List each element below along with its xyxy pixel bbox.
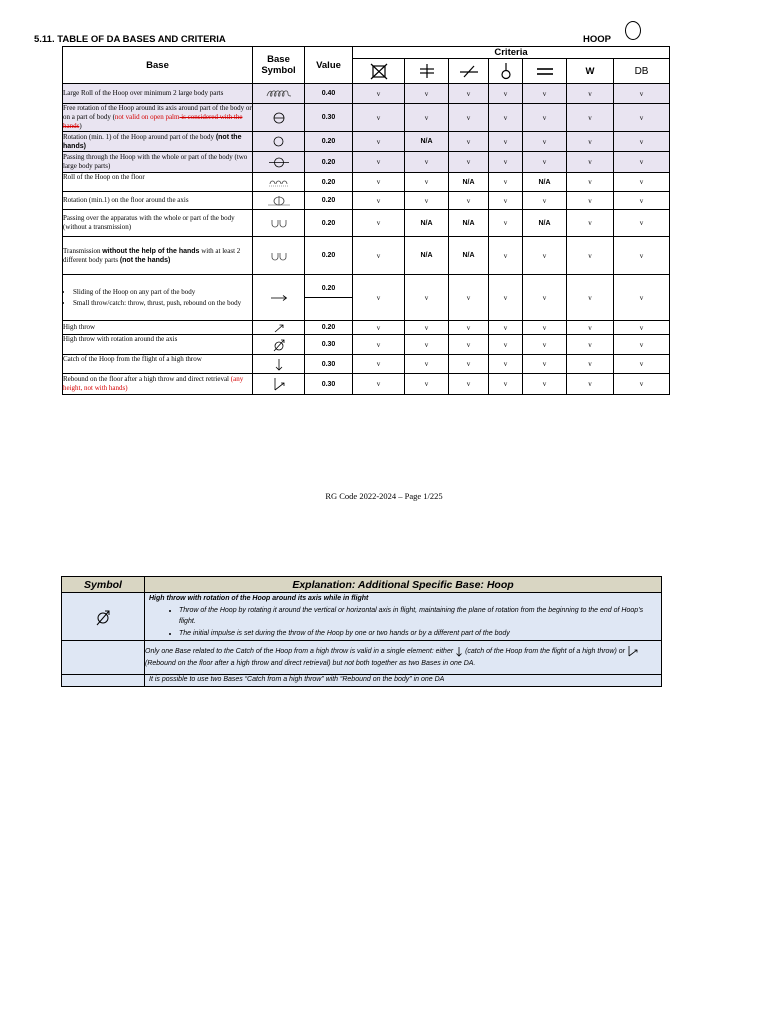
criteria-cell: v <box>405 173 449 192</box>
base-cell <box>63 275 253 321</box>
expl-header-symbol: Symbol <box>62 577 145 593</box>
criteria-cell: v <box>489 210 523 237</box>
high-throw-icon <box>253 321 305 335</box>
criteria-cell: v <box>489 355 523 374</box>
expl-cell <box>145 593 662 641</box>
criteria-cell: v <box>353 355 405 374</box>
throw-rotation-icon <box>62 593 145 641</box>
criteria-cell: v <box>489 275 523 321</box>
col-header-criteria: Criteria <box>353 47 670 59</box>
base-cell: Passing over the apparatus with the whole or part of the body (without a transmission) <box>63 210 253 237</box>
criteria-cell: v <box>523 374 567 395</box>
base-cell: Rotation (min.1) on the floor around the axis <box>63 192 253 210</box>
note-text: (Rebound on the floor after a high throw and direct retrieval) but not both together as two Bases in one DA. <box>145 659 476 667</box>
criteria-cell: v <box>523 104 567 132</box>
criteria-cell: v <box>523 355 567 374</box>
criteria-cell: v <box>405 275 449 321</box>
passing-through-icon <box>253 152 305 173</box>
value-cell: 0.20 <box>305 237 353 275</box>
sliding-arrow-icon <box>253 275 305 321</box>
criteria-cell: N/A <box>405 132 449 152</box>
rotation-icon <box>253 132 305 152</box>
criteria-cell: v <box>405 84 449 104</box>
base-red-text: (any height, not with hands) <box>63 375 244 392</box>
explanation-table <box>61 576 662 687</box>
criteria-cell: v <box>449 132 489 152</box>
criteria-cell: v <box>614 275 670 321</box>
criteria-cell: v <box>489 152 523 173</box>
table-row <box>63 335 670 355</box>
criteria-cell: v <box>567 321 614 335</box>
criteria-cell: N/A <box>523 210 567 237</box>
criteria-cell: v <box>614 152 670 173</box>
criteria-cell: v <box>353 210 405 237</box>
criteria-cell: v <box>614 192 670 210</box>
value-cell: 0.30 <box>305 374 353 395</box>
base-cell: Passing through the Hoop with the whole or part of the body (two large body parts) <box>63 152 253 173</box>
free-rotation-icon <box>253 104 305 132</box>
criteria-cell: v <box>567 104 614 132</box>
floor-roll-icon <box>253 173 305 192</box>
criteria-cell: v <box>567 237 614 275</box>
criteria-cell: v <box>614 104 670 132</box>
expl-note-cell <box>145 641 662 675</box>
value-cell: 0.20 <box>305 321 353 335</box>
criteria-cell: v <box>449 152 489 173</box>
table-row <box>63 84 670 104</box>
criteria-cell: N/A <box>449 210 489 237</box>
criteria-cell: v <box>523 84 567 104</box>
base-cell: Large Roll of the Hoop over minimum 2 large body parts <box>63 84 253 104</box>
base-strike-text: is considered with the hands <box>63 113 243 130</box>
criteria-cell: v <box>489 237 523 275</box>
criteria-cell: v <box>449 192 489 210</box>
criteria-cell: N/A <box>449 237 489 275</box>
base-cell <box>63 237 253 275</box>
rebound-icon <box>253 374 305 395</box>
criteria-cell: N/A <box>523 173 567 192</box>
criteria-cell: v <box>567 84 614 104</box>
criteria-cell: v <box>449 374 489 395</box>
floor-rotation-icon <box>253 192 305 210</box>
base-cell <box>63 104 253 132</box>
base-text: with at least 2 different body parts <box>63 246 241 264</box>
criteria-cell: v <box>489 84 523 104</box>
da-bases-table <box>62 46 670 395</box>
criteria-cell: v <box>353 152 405 173</box>
criteria-cell: v <box>353 321 405 335</box>
value-cell: 0.20 <box>305 192 353 210</box>
base-cell <box>63 374 253 395</box>
base-text-end: ) <box>79 122 82 130</box>
value-cell: 0.20 <box>305 132 353 152</box>
criteria-cell: v <box>353 173 405 192</box>
criteria-cell: v <box>353 237 405 275</box>
page-footer: RG Code 2022-2024 – Page 1/225 <box>325 491 443 501</box>
table-row <box>63 237 670 275</box>
criteria-cell: v <box>614 374 670 395</box>
criteria-cell: v <box>489 173 523 192</box>
criteria-cell: v <box>353 84 405 104</box>
expl-note2-cell: It is possible to use two Bases “Catch from a high throw” with “Rebound on the body” in one DA <box>145 675 662 687</box>
list-item: • The initial impulse is set during the throw of the Hoop by one or two hands or by a different part of the body <box>179 628 657 639</box>
slash-line-icon <box>449 59 489 84</box>
value-cell: 0.20 <box>305 275 353 298</box>
expl-header-title: Explanation: Additional Specific Base: Hoop <box>145 577 662 593</box>
value-cell: 0.30 <box>305 335 353 355</box>
page-title: 5.11. TABLE OF DA BASES AND CRITERIA <box>34 34 226 45</box>
base-text: Rebound on the floor after a high throw and direct retrieval <box>63 375 231 383</box>
criteria-cell: N/A <box>449 173 489 192</box>
criteria-cell: v <box>523 335 567 355</box>
base-cell <box>63 132 253 152</box>
criteria-cell: v <box>523 152 567 173</box>
criteria-cell: v <box>523 192 567 210</box>
criteria-cell: v <box>405 192 449 210</box>
base-cell: High throw <box>63 321 253 335</box>
criteria-cell: v <box>523 275 567 321</box>
crossed-box-icon <box>353 59 405 84</box>
value-cell: 0.40 <box>305 84 353 104</box>
base-text: Rotation (min. 1) of the Hoop around part of the body <box>63 132 216 141</box>
criteria-cell: v <box>523 132 567 152</box>
double-line-icon <box>523 59 567 84</box>
criteria-cell: v <box>614 132 670 152</box>
large-roll-icon <box>253 84 305 104</box>
criteria-cell: v <box>449 335 489 355</box>
base-text: Free rotation of the Hoop around its axis around part of the body or on a part of body ( <box>63 104 252 121</box>
criteria-cell: v <box>567 355 614 374</box>
catch-arrow-icon <box>455 646 463 657</box>
criteria-cell: v <box>614 210 670 237</box>
passing-over-icon <box>253 210 305 237</box>
value-cell: 0.30 <box>305 104 353 132</box>
criteria-cell: v <box>489 132 523 152</box>
base-bold-text: (not the hands) <box>119 256 171 264</box>
criteria-cell: v <box>449 104 489 132</box>
double-cross-icon <box>405 59 449 84</box>
criteria-cell: v <box>567 210 614 237</box>
table-row <box>63 173 670 192</box>
list-item: • Sliding of the Hoop on any part of the body <box>73 288 252 297</box>
criteria-cell: v <box>567 275 614 321</box>
value-cell-empty <box>305 298 353 321</box>
hoop-pendant-icon <box>489 59 523 84</box>
criteria-cell: v <box>523 237 567 275</box>
base-cell: Catch of the Hoop from the flight of a high throw <box>63 355 253 374</box>
col-header-symbol: Base Symbol <box>253 47 305 84</box>
criteria-cell: N/A <box>405 210 449 237</box>
criteria-cell: v <box>489 374 523 395</box>
transmission-icon <box>253 237 305 275</box>
criteria-cell: v <box>405 355 449 374</box>
criteria-cell: v <box>567 152 614 173</box>
criteria-cell: v <box>449 355 489 374</box>
base-cell: High throw with rotation around the axis <box>63 335 253 355</box>
criteria-cell: v <box>405 104 449 132</box>
table-row <box>63 104 670 132</box>
criteria-cell: v <box>353 132 405 152</box>
criteria-cell: v <box>567 192 614 210</box>
value-cell: 0.20 <box>305 152 353 173</box>
base-text: Transmission <box>63 246 103 255</box>
value-cell: 0.30 <box>305 355 353 374</box>
value-cell: 0.20 <box>305 173 353 192</box>
criteria-cell: v <box>489 192 523 210</box>
col-header-value: Value <box>305 47 353 84</box>
apparatus-label: HOOP <box>583 34 611 45</box>
criteria-cell: v <box>567 132 614 152</box>
criteria-cell: v <box>614 237 670 275</box>
base-bold-text: (not the hands) <box>63 133 242 150</box>
criteria-cell: v <box>567 173 614 192</box>
criteria-cell: v <box>353 335 405 355</box>
table-row <box>63 374 670 395</box>
list-item: • Small throw/catch: throw, thrust, push, rebound on the body <box>73 299 252 308</box>
criteria-cell: v <box>489 321 523 335</box>
criteria-cell: v <box>489 335 523 355</box>
criteria-cell: v <box>567 335 614 355</box>
table-row <box>63 355 670 374</box>
criteria-cell: v <box>614 84 670 104</box>
expl-heading: High throw with rotation of the Hoop around its axis while in flight <box>149 595 369 602</box>
note-text: Only one Base related to the Catch of the Hoop from a high throw is valid in a single element: either <box>145 647 454 655</box>
value-cell: 0.20 <box>305 210 353 237</box>
hoop-circle-icon <box>625 21 641 40</box>
col-header-db: DB <box>614 59 670 84</box>
criteria-cell: v <box>614 173 670 192</box>
criteria-cell: v <box>353 374 405 395</box>
criteria-cell: v <box>567 374 614 395</box>
criteria-cell: v <box>523 321 567 335</box>
base-bold-text: without the help of the hands <box>102 247 200 255</box>
criteria-cell: v <box>353 192 405 210</box>
criteria-cell: v <box>614 321 670 335</box>
catch-arrow-icon <box>253 355 305 374</box>
table-row <box>63 275 670 298</box>
criteria-cell: v <box>353 275 405 321</box>
table-row <box>63 321 670 335</box>
table-row <box>63 192 670 210</box>
criteria-cell: v <box>353 104 405 132</box>
base-red-text: not valid on open palm <box>114 113 180 121</box>
base-cell: Roll of the Hoop on the floor <box>63 173 253 192</box>
throw-rotation-icon <box>253 335 305 355</box>
criteria-cell: N/A <box>405 237 449 275</box>
criteria-cell: v <box>449 84 489 104</box>
criteria-cell: v <box>405 321 449 335</box>
empty-symbol-cell <box>62 641 145 675</box>
rebound-icon <box>627 645 639 657</box>
criteria-cell: v <box>449 275 489 321</box>
table-row <box>63 152 670 173</box>
table-row <box>63 210 670 237</box>
criteria-cell: v <box>449 321 489 335</box>
col-header-w: W <box>567 59 614 84</box>
criteria-cell: v <box>489 104 523 132</box>
empty-symbol-cell <box>62 675 145 687</box>
criteria-cell: v <box>405 152 449 173</box>
criteria-cell: v <box>405 374 449 395</box>
table-row <box>63 132 670 152</box>
criteria-cell: v <box>614 355 670 374</box>
col-header-base: Base <box>63 47 253 84</box>
note-text: (catch of the Hoop from the flight of a high throw) or <box>465 647 625 655</box>
criteria-cell: v <box>614 335 670 355</box>
criteria-cell: v <box>405 335 449 355</box>
list-item: • Throw of the Hoop by rotating it around the vertical or horizontal axis in flight, maintaining the plane of rotation from the beginning to the end of Hoop’s flight. <box>179 605 657 627</box>
